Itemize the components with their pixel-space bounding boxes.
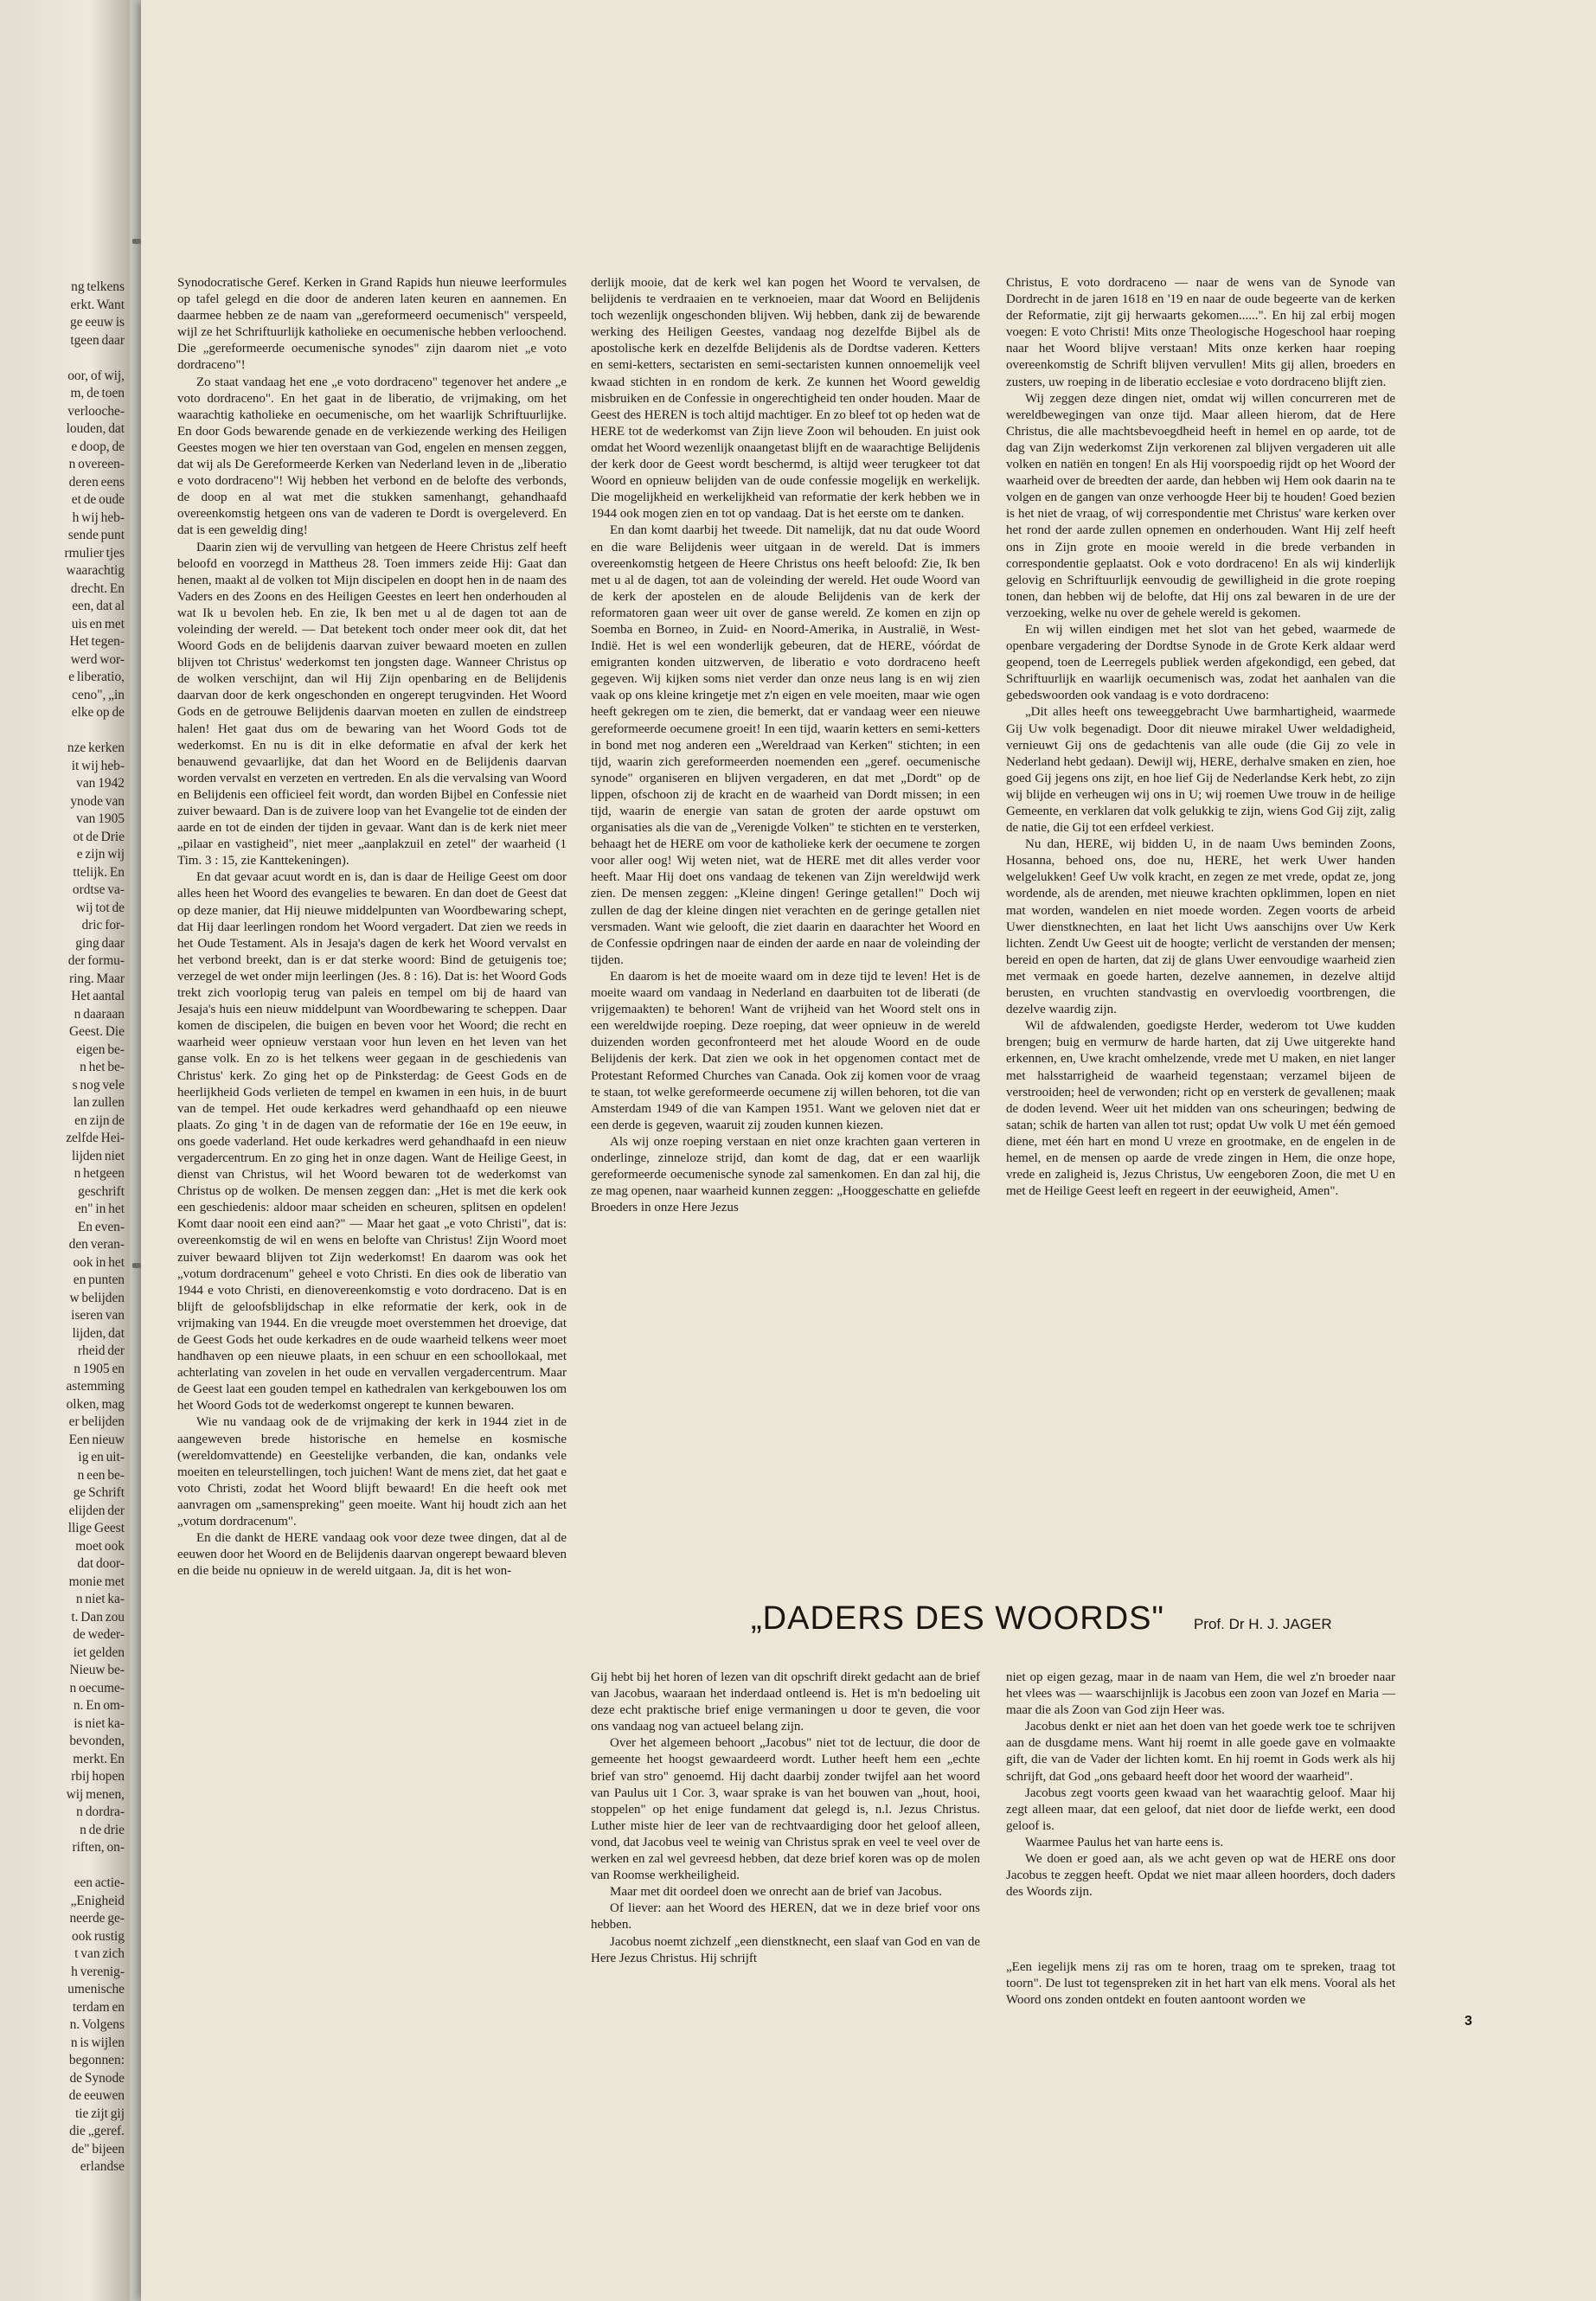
paragraph: „Een iegelijk mens zij ras om te horen, traag om te spreken, traag tot toorn". De lust tot tegenspreken zit in het hart van elk mens. Vooral als het Woord ons zonden ontdekt en fouten aantoont worden we <box>1006 1960 1395 2008</box>
strip-line: h verenig- <box>71 1964 125 1979</box>
strip-line: et de oude <box>71 492 125 507</box>
staple-mark <box>132 239 141 244</box>
strip-line: waarachtig <box>66 563 125 578</box>
strip-line: een actie- <box>74 1875 125 1890</box>
strip-line: neerde ge- <box>69 1911 125 1926</box>
strip-line: geschrift <box>78 1183 125 1199</box>
paragraph: niet op eigen gezag, maar in de naam van Hem, die wel z'n broeder naar het vlees was — waarschijnlijk is Jacobus een zoon van Jozef en Maria — maar die als Zoon van God zijn Heer was. <box>1006 1670 1395 1718</box>
strip-line: de eeuwen <box>68 2088 125 2103</box>
paragraph: En daarom is het de moeite waard om in deze tijd te leven! Het is de moeite waard om vandaag in Nederland en daarbuiten tot de liberati (de vrijgemaakten) te behoren! Want de vrijheid van het Woord stelt ons in een wereldwijde roeping. Deze roeping, dat weer opnieuw in de wereld duizenden worden geconfronteerd met het aloude Woord en de oude Belijdenis der kerk. Dat zien we ook in het opgenomen contact met de Protestant Reformed Churches van Canada. Ook zij komen voor de vraag te staan, tot welke gereformeerde oecumene zij willen behoren, tot die van Amsterdam 1949 of die van Kampen 1951. Want we geloven niet dat er een derde is gegeven, waaruit zij zouden kunnen kiezen. <box>591 969 980 1132</box>
article-column-2 <box>591 275 980 1581</box>
strip-line: die „geref. <box>69 2124 125 2138</box>
strip-line: ook rustig <box>72 1928 125 1944</box>
strip-line: dric for- <box>81 918 125 933</box>
paragraph: En dat gevaar acuut wordt en is, dan is daar de Heilige Geest om door alles heen het Woord des evangelies te bewaren. En dan doet de Geest dat op deze manier, dat Hij nieuwe middelpunten van Woordbewaring schept, dat Hij daar leerlingen rondom het Woord vergadert. Dat zien we reeds in het Oude Testament. Als in Jesaja's dagen de kerk het Woord vervalst en het verbond breekt, dan is er dat sterke woord: Bind de getuigenis toe; verzegel de wet onder mijn leerlingen (Jes. 8 : 16). Dat is: het Woord Gods trekt zich voorlopig terug van paleis en tempel om bij de haard van Jesaja's huis een nieuw middelpunt van Woordbewaring te scheppen. Daar komen de discipelen, die buigen en beven voor het Woord; die recht en waarheid weer opnieuw verstaan voor hun leven en het leven van het ganse volk. En zo is het telkens weer gegaan in de geschiedenis van Christus' kerk. Zo ging het op de Pinksterdag: de Geest Gods en de heerlijkheid Gods verlieten de tempel en kwamen in een huis, in de buurt van de tempel. Het oude kerkadres werd gehandhaafd op een nieuwe plaats. Zo ging 't in de dagen van de reformatie der 16e en 19e eeuw, in ons goede vaderland. Het oude kerkadres werd gehandhaafd in een nieuw vergadercentrum. En zo ging het in onze dagen. Want de Heilige Geest, in dienst van Christus, wil het Woord bewaren tot de wederkomst van Christus op de wolken. De mensen zeggen dan: „Het is met die kerk ook een geschiedenis: aldoor maar scheiden en scheuren, splitsen en opdelen! Komt daar nooit een eind aan?" — Maar het gaat „e voto Christi", dat is: overeenkomstig de wil en wens en belofte van Christus! Zijn Woord moet zuiver bewaard blijven tot Zijn wederkomst! En daarom was ook het „votum dordracenum" geheel e voto Christi. En dies ook de liberatio van 1944 e voto Christi, en dienovereenkomstig e voto dordraceno. Dat is en blijft de geloofsblijdschap in elke reformatie der kerk, ook in de vrijmaking van 1944. En die vreugde moet overstemmen het droevige, dat de Geest Gods het oude kerkadres en de oude waarheid telkens weer moet handhaven op een nieuwe plaats, in een schuur en een schoollokaal, met achterlating van zovelen in het oude en vervallen vergadercentrum. Maar de Geest laat een gouden tempel en kathedralen van kerkgebouwen los om het Woord Gods tot de wederkomst ongerept te kunnen bewaren. <box>177 870 567 1413</box>
strip-line: erlandse <box>80 2159 125 2174</box>
strip-line: deren eens <box>68 474 125 490</box>
paragraph: Zo staat vandaag het ene „e voto dordraceno" tegenover het andere „e voto dordraceno". En het gaat in de liberatio, de vrijmaking, om het waarachtig katholieke en oecumenische, om het waarlijk Schriftuurlijke. En door Gods bewarende genade en de verkiezende werking des Heiligen Geestes mogen we hier ten overstaan van God, engelen en mensen zeggen, dat wij als De Gereformeerde Kerken van Nederland leven in de „liberatio e voto dordraceno"! Wij hebben het verbond en de belofte des verbonds, de doop en al wat met die stukken samenhangt, gehandhaafd overeenkomstig hetgeen ons van de vaderen te Dordt is overgeleverd. En dat is een geweldig ding! <box>177 375 567 538</box>
strip-line: ook in het <box>73 1254 125 1270</box>
strip-line: Nieuw be- <box>69 1663 125 1677</box>
previous-page-edge <box>0 0 130 2301</box>
paragraph: Wij zeggen deze dingen niet, omdat wij willen concurreren met de wereldbewegingen van onze tijd. Maar alleen hierom, dat de Here Christus, die alle machtsbevoegdheid heeft in hemel en op aarde, tot de dag van Zijn wederkomst Zijn verkorenen zal blijven vergaderen uit alle volken en natiën en tongen! En als Hij voorspoedig rijdt op het Woord der waarheid over de breedten der aarde, dan hebben wij Hem ook daarin na te volgen en de gangen van onze verhoogde Heer bij te houden! Goed bezien is het niet de vraag, of wij correspondentie met Christus' ware kerken over het rond der aarde zullen opnemen en onderhouden. Want Hij zelf heeft ons in Zijn grote en mooie wereld in die brede verbanden in correspondentie geplaatst. Ook e voto dordraceno! En als wij kinderlijk gelovig en Schriftuurlijk eenvoudig de gewilligheid in die grote roeping tonen, dan hebben wij de belofte, dat Hij ons zal bewaren in de ure der verzoeking, welke nu over de gehele wereld is gekomen. <box>1006 391 1395 620</box>
strip-line: drecht. En <box>70 580 125 596</box>
strip-line: ynode van <box>70 793 125 809</box>
daders-column-1 <box>591 1670 980 1990</box>
paragraph: En dan komt daarbij het tweede. Dit namelijk, dat nu dat oude Woord en die ware Belijdenis weer uitgaan in de wereld. Dat is immers overeenkomstig hetgeen de Heere Christus ons heeft beloofd: Zie, Ik ben met u al de dagen, tot aan de voleinding der wereld. Het oude Woord van de kerk der apostelen en de aloude Belijdenis van de kerk der reformatoren gaan weer uit over de ganse wereld. Ze komen en zijn op Soemba en Borneo, in Zuid- en Noord-Amerika, in Australië, in West-Indië. Het is wel een wonderlijk gebeuren, dat de HERE, vóórdat de emigranten konden uitzwerven, de liberatio e voto dordraceno heeft gegeven. Wij kijken soms niet verder dan onze neus lang is en wij zien vaak op ons kleine kringetje met z'n eigen en vele moeiten, maar wie ogen heeft gekregen om te zien, die bemerkt, dat er vandaag weer een nieuwe gereformeerde oecumene groeit! In een tijd, waarin ketters en semi-ketters in bond met nog anderen een „Wereldraad van Kerken" stichten; in een tijd, waarin zich gereformeerden noemenden een „geref. oecumenische synode" organiseren en blijven vergaderen, en dat met „Dordt" op de lippen, ofschoon zij de kracht en de waarheid van Dordt missen; in een tijd, waarin de energie van satan de groten der aarde opstuwt om organisaties als die van de „Verenigde Volken" te stichten en te versterken, behaagt het de HERE om voor de katholieke kerk der oecumene te zorgen voor aller oog! Wij weten niet, wat de HERE met dit alles verder voor heeft. Maar Hij doet ons vandaag de tekenen van Zijn wereldwijd werk zien. De mensen zeggen: „Kleine dingen! Geringe getallen!" Doch wij zullen de dag der kleine dingen niet verachten en de geringe getallen niet versmaden. Want wie gelooft, die ziet daarin en daarachter het Woord en de Confessie opdringen naar de einden der aarde en naar de voleinding der tijden. <box>591 523 980 967</box>
strip-line: ceno", „in <box>72 687 125 702</box>
previous-page-text <box>3 279 125 2176</box>
strip-line: uis en met <box>71 616 125 631</box>
strip-line: n overeen- <box>68 457 125 471</box>
article-column-1 <box>177 275 567 1984</box>
paragraph: Wil de afdwalenden, goedigste Herder, wederom tot Uwe kudden brengen; buig en vermurw de harde harten, dat zij Uwe uitgerekte hand erkennen, en, Uwe kracht omhelzende, vrede met U maken, en niet langer met halsstarrigheid de waarheid tegenstaan; verzamel bijeen de verstrooiden; heel de verwonden; richt op en versterk de gevallenen; maak de doden levend. Weer uit het midden van ons scheuringen; bedwing de satan; schik de harten van allen tot rust; opdat Uw volk U met één gemoed diene, met één hart en mond U vreze en grootmake, en de engelen in de hemel, en de mensen op aarde de vrede zingen in Hem, die onze hope, vrede en zaligheid is, Jezus Christus, Uw eengeboren Zoon, die met U en met de Heilige Geest leeft en regeert in der eeuwigheid, Amen". <box>1006 1019 1395 1199</box>
strip-line: er belijden <box>68 1414 125 1429</box>
strip-line: n 1905 en <box>74 1361 125 1376</box>
strip-line: lijden, dat <box>72 1325 125 1341</box>
strip-line: bevonden, <box>69 1734 125 1748</box>
paragraph: Jacobus noemt zichzelf „een dienstknecht, een slaaf van God en van de Here Jezus Christus. Hij schrijft <box>591 1934 980 1965</box>
strip-line <box>3 1857 125 1875</box>
paragraph: Als wij onze roeping verstaan en niet onze krachten gaan verteren in onderlinge, zinneloze strijd, dan komt de dag, dat er een waarlijk gereformeerde oecumenische synode zal samenkomen. En dan zal hij, die ze mag openen, naar waarheid kunnen zeggen: „Hooggeschatte en geliefde Broeders in onze Here Jezus <box>591 1134 980 1215</box>
strip-line: erkt. Want <box>70 297 125 312</box>
strip-line: n het be- <box>80 1060 125 1074</box>
strip-line: van 1905 <box>76 811 125 826</box>
headline-title: „DADERS DES WOORDS" <box>751 1600 1164 1637</box>
strip-line: begonnen: <box>68 2053 125 2067</box>
strip-line: en punten <box>73 1272 125 1287</box>
paragraph: Gij hebt bij het horen of lezen van dit opschrift direkt gedacht aan de brief van Jacobus, waaraan het inderdaad ontleend is. Het is m'n bedoeling uit deze echt praktische brief enige vermaningen u door te geven, die voor ons vandaag nog van actueel belang zijn. <box>591 1670 980 1734</box>
strip-line: de" bijeen <box>71 2141 125 2157</box>
strip-line: terdam en <box>72 1999 125 2015</box>
paragraph: Nu dan, HERE, wij bidden U, in de naam Uws beminden Zoons, Hosanna, behoed ons, doe nu, HERE, het werk Uwer handen welgelukken! Geef Uw volk kracht, en zegen ze met vrede, opdat ze, jong wordende, als de arenden, met nieuwe krachten opklimmen, lopen en niet mat worden, wandelen en niet moede worden. Zegen voorts de arbeid Uwer dienstknechten, en laat het licht Uws aanschijns over Uw Kerk lichten. Zendt Uw Geest uit de hoogte; verlicht de verstanden der mensen; bereid en open de harten, dat zij de glans Uwer eenvoudige waarheid zien met vermaak en goede harten, dezelve aannemen, in dezelve altijd berusten, en vruchten standvastig en overvloedig voortbrengen, die dezelve waardig zijn. <box>1006 837 1395 1017</box>
strip-line: n hetgeen <box>74 1166 125 1181</box>
strip-line: t van zich <box>74 1946 125 1961</box>
strip-line: van 1942 <box>76 776 125 791</box>
strip-line: n dordra- <box>76 1804 125 1819</box>
strip-line: En even- <box>77 1219 125 1234</box>
strip-line <box>3 349 125 368</box>
paragraph: En die dankt de HERE vandaag ook voor deze twee dingen, dat al de eeuwen door het Woord en de Belijdenis daarvan ongerept bewaard bleven en die beide nu opnieuw in de wereld uitgaan. Ja, dit is het won- <box>177 1531 567 1579</box>
page-number: 3 <box>1465 2014 1472 2029</box>
strip-line: e liberatio, <box>68 670 125 684</box>
strip-line: olken, mag <box>66 1396 125 1412</box>
strip-line: umenische <box>67 1982 125 1997</box>
strip-line: ttelijk. En <box>73 864 125 880</box>
paragraph: We doen er goed aan, als we acht geven op wat de HERE ons door Jacobus te zeggen heeft. Opdat we niet maar alleen hoorders, doch daders des Woords zijn. <box>1006 1852 1395 1900</box>
strip-line: elijden der <box>68 1503 125 1518</box>
strip-line: n oecume- <box>69 1680 125 1695</box>
paragraph: Wie nu vandaag ook de de vrijmaking der kerk in 1944 ziet in de aangeweven brede historische en hemelse en kosmische (wereldomvattende) en Geestelijke verbanden, die kan, ondanks vele moeiten en teleurstellingen, toch juichen! Want de mens ziet, dat het gaat e voto Christi, zodat het Woord blijft bewaard! En die heeft ook met aanvragen om „samenspreking" geen moeite. Want hij houdt zich aan het „votum dordracenum". <box>177 1415 567 1529</box>
strip-line: tie zijt gij <box>75 2106 125 2121</box>
strip-line: moet ook <box>75 1538 125 1554</box>
strip-line: lijden niet <box>72 1148 125 1163</box>
strip-line: iseren van <box>71 1308 125 1323</box>
strip-line: sende punt <box>67 528 125 542</box>
strip-line: s nog vele <box>72 1077 125 1093</box>
strip-line: den veran- <box>68 1237 125 1252</box>
strip-line: nze kerken <box>67 740 125 755</box>
strip-line: „Enigheid <box>70 1893 125 1908</box>
daders-column-2 <box>1006 1670 1395 1929</box>
strip-line: en" in het <box>74 1202 125 1216</box>
strip-line: een, dat al <box>72 599 125 613</box>
strip-line: ge eeuw is <box>70 315 125 330</box>
strip-line: zelfde Hei- <box>66 1131 125 1145</box>
paragraph: Jacobus denkt er niet aan het doen van het goede werk toe te schrijven aan de dusgdame mens. Want hij roemt in alle goede gave en volmaakte gift, die van de Vader der lichten komt. En hij roemt in Gods werk als hij schrijft, dat God „ons gebaard heeft door het woord der waarheid". <box>1006 1720 1395 1784</box>
strip-line: ging daar <box>75 935 125 951</box>
strip-line: n. Volgens <box>69 2017 125 2032</box>
headline-author: Prof. Dr H. J. JAGER <box>1193 1616 1332 1632</box>
strip-line: Het tegen- <box>69 634 125 649</box>
strip-line <box>3 722 125 740</box>
paragraph: Maar met dit oordeel doen we onrecht aan de brief van Jacobus. <box>610 1885 943 1900</box>
strip-line: de Synode <box>69 2070 125 2086</box>
article-headline <box>751 1600 1332 1638</box>
strip-line: elke op de <box>71 705 125 720</box>
paragraph: derlijk mooie, dat de kerk wel kan pogen het Woord te vervalsen, de belijdenis te verdraaien en te verknoeien, maar dat Woord en Belijdenis toch wezenlijk ongeschonden blijven. Wij hebben, dank zij de bewarende werking des Heiligen Geestes, vandaag nog dezelfde Bijbel als de apostolische kerk en dezelfde Belijdenis als de Dordtse vaderen. Ketters en semi-ketters, sectaristen en semi-sectaristen kunnen onnoemelijk veel kwaad stichten in en rondom de kerk. Ze kunnen het Woord geweldig misbruiken en de Confessie in ongerechtigheid ten onder houden. Maar de Geest des HEREN is toch altijd machtiger. En zo bleef tot op heden wat de HERE tot de wederkomst van Zijn lieve Zoon wil behouden. En juist ook omdat het Woord wezenlijk onaangetast blijft en de waarachtige Belijdenis der kerk door de Geest wordt beschermd, is altijd weer terugkeer tot dat Woord en opnieuw belijden van de oude confessie mogelijk en werkelijk. Die mogelijkheid en werkelijkheid van reformatie der kerk hebben we in 1944 ook mogen zien en tot op vandaag. Dat is het eerste om te danken. <box>591 276 980 522</box>
strip-line: astemming <box>66 1379 125 1394</box>
strip-line: n is wijlen <box>70 2035 125 2050</box>
strip-line: llige Geest <box>67 1521 125 1535</box>
paragraph: En wij willen eindigen met het slot van het gebed, waarmede de openbare vergadering der Dordtse Synode in de Grote Kerk aldaar werd geopend, toen de Leerregels publiek werden afgekondigd, een gebed, dat Schriftuurlijk en waarlijk oecumenisch was, zodat het aanhalen van die gebedswoorden ook vandaag is e voto dordraceno: <box>1006 622 1395 703</box>
strip-line: n daaraan <box>74 1006 125 1022</box>
strip-line: it wij heb- <box>71 758 125 773</box>
strip-line: ordtse va- <box>72 882 125 897</box>
strip-line: merkt. En <box>73 1751 125 1766</box>
strip-line: ot de Drie <box>73 829 125 844</box>
strip-line: oor, of wij, <box>67 368 125 383</box>
strip-line: is niet ka- <box>74 1715 125 1731</box>
strip-line: riften, on- <box>72 1840 125 1855</box>
strip-line: en zijn de <box>74 1112 125 1128</box>
strip-line: lan zullen <box>73 1095 125 1110</box>
strip-line: ig en uit- <box>78 1450 125 1465</box>
strip-line: h wij heb- <box>72 510 125 525</box>
strip-line: dat door- <box>77 1556 125 1571</box>
strip-line: rbij hopen <box>71 1769 125 1784</box>
paragraph: Over het algemeen behoort „Jacobus" niet tot de lectuur, die door de gemeente het hoogst gewaardeerd wordt. Luther heeft hem een „echte brief van stro" genoemd. Hij dacht daarbij zonder twijfel aan het woord van Paulus uit 1 Cor. 3, waar sprake is van het bouwen van „hout, hooi, stoppelen" op het enige fundament dat gelegd is, n.l. Jezus Christus. Luther miste hier de leer van de rechtvaardiging door het geloof alleen, vond, dat Jacobus veel te weinig van Christus sprak en veel te veel over de werken en zal wel gevreesd hebben, dat deze brief koren was op de molen van Roomse werkheiligheid. <box>591 1736 980 1883</box>
paragraph: Jacobus zegt voorts geen kwaad van het waarachtig geloof. Maar hij zegt alleen maar, dat een geloof, dat niet door de liefde werkt, een dood geloof is. <box>1006 1785 1395 1833</box>
strip-line: n de drie <box>80 1822 125 1837</box>
strip-line: n niet ka- <box>75 1592 125 1606</box>
strip-line: louden, dat <box>66 421 125 436</box>
paragraph: Of liever: aan het Woord des HEREN, dat we in deze brief voor ons hebben. <box>591 1901 980 1932</box>
strip-line: wij menen, <box>66 1786 125 1802</box>
strip-line: de weder- <box>73 1627 125 1642</box>
strip-line: iet gelden <box>73 1644 125 1660</box>
paragraph: Daarin zien wij de vervulling van hetgeen de Heere Christus zelf heeft beloofd en voorzegd in Mattheus 28. Toen immers zeide Hij: Gaat dan henen, maakt al de volken tot Mijn discipelen en doopt hen in de naam des Vaders en des Zoons en des Heiligen Geestes en leert hen onderhouden al wat Ik u bevolen heb. En zie, Ik ben met u al de dagen tot aan de voleinding der wereld. — Dat betekent toch onder meer ook dit, dat het Woord Gods en de belijdenis daarvan zuiver bewaard moeten en zullen blijven tot Christus' wederkomst ten jongsten dage. Wanneer Christus op de wolken verschijnt, dan wil Hij Zijn openbaring en de Belijdenis daarvan door de kerk ongeschonden en ongerept terugvinden. Het Woord Gods en de getrouwe Belijdenis daarvan moeten en zullen de eindstreep halen! Het gaat dus om de bewaring van het Woord Gods tot de wederkomst. En nu is dit in elke deformatie en afval der kerk het benauwend gevaarlijke, dat dan het Woord en de Belijdenis daarvan worden vervalst en verzeten en vertreden. En als die vervalsing van Woord en Belijdenis een officieel feit wordt, dan worden Bijbel en Confessie niet zuiver bewaard. Dan is de zuivere loop van het Evangelie tot de einden der aarde en tot de einden der tijden in gevaar. Want dan is de kerk niet meer „pilaar en vastigheid", niet meer „aanplakzuil en zetel" der waarheid (1 Tim. 3 : 15, zie Kanttekeningen). <box>177 540 567 868</box>
strip-line: m, de toen <box>70 386 125 401</box>
strip-line: n. En om- <box>73 1698 125 1713</box>
strip-line: ring. Maar <box>69 971 125 986</box>
strip-line: Het aantal <box>71 989 125 1003</box>
daders-column-2-continued <box>1006 1959 1395 2029</box>
strip-line: wij tot de <box>75 900 125 915</box>
paragraph: Waarmee Paulus het van harte eens is. <box>1025 1835 1224 1849</box>
strip-line: n een be- <box>77 1467 125 1483</box>
strip-line: tgeen daar <box>70 332 125 348</box>
paragraph: Christus, E voto dordraceno — naar de wens van de Synode van Dordrecht in de jaren 1618 en '19 en naar de oude begeerte van de kerken der Reformatie, zijt gij herwaarts gekomen......". En hij zal erbij mogen voegen: E voto Christi! Mits onze Theologische Hogeschool haar roeping naar het Woord blijve verstaan! Mits onze kerken haar roeping overeenkomstig de Schrift blijven vervullen! Mits gij allen, broeders en zusters, uw roeping in de liberatio ecclesiae e voto dordraceno blijft zien. <box>1006 276 1395 389</box>
strip-line: eigen be- <box>76 1042 125 1057</box>
strip-line: e doop, de <box>71 439 125 454</box>
strip-line: der formu- <box>67 953 125 968</box>
strip-line: rheid der <box>77 1343 125 1358</box>
strip-line: monie met <box>68 1574 125 1589</box>
staple-mark <box>132 1263 141 1268</box>
strip-line: Een nieuw <box>68 1432 125 1447</box>
strip-line: ge Schrift <box>73 1485 125 1500</box>
strip-line: werd wor- <box>70 651 125 667</box>
strip-line: t. Dan zou <box>71 1609 125 1625</box>
newspaper-page <box>141 0 1596 2301</box>
paragraph: „Dit alles heeft ons teweeggebracht Uwe barmhartigheid, waarmede Gij Uw volk begenadigt. Door dit nieuwe mirakel Uwer weldadigheid, vernieuwt Gij ons de gedachtenis van alle oude (die Gij zo vele in Nederland hebt gedaan). Dewijl wij, HERE, derhalve smaken en zien, hoe goed Gij jegens ons zijt, en hoe lief Gij de Nederlandse Kerk hebt, zo zijn wij blijde en verheugen wij ons in U; wij roemen Uwe trouw in de heilige Gemeente, en verklaren dat volk gelukkig te zijn, wiens God Gij zijt, zalig de natie, die Gij tot een erfdeel verkiest. <box>1006 705 1395 836</box>
paragraph: Synodocratische Geref. Kerken in Grand Rapids hun nieuwe leerformules op tafel gelegd en die door de anderen laten keuren en aannemen. En daarmee hebben ze de naam van „gereformeerd oecumenisch" verspeeld, wijl ze het Schriftuurlijk katholieke en oecumenische hebben verloochend. Die „gereformeerde oecumenische synodes" zijn daarom niet „e voto dordraceno"! <box>177 276 567 373</box>
strip-line: verlooche- <box>67 403 125 419</box>
strip-line: w belijden <box>69 1290 125 1305</box>
strip-line: ng telkens <box>71 279 125 294</box>
strip-line: Geest. Die <box>69 1024 125 1039</box>
strip-line: rmulier tjes <box>64 545 125 561</box>
strip-line: e zijn wij <box>76 847 125 862</box>
article-column-3 <box>1006 275 1395 1581</box>
